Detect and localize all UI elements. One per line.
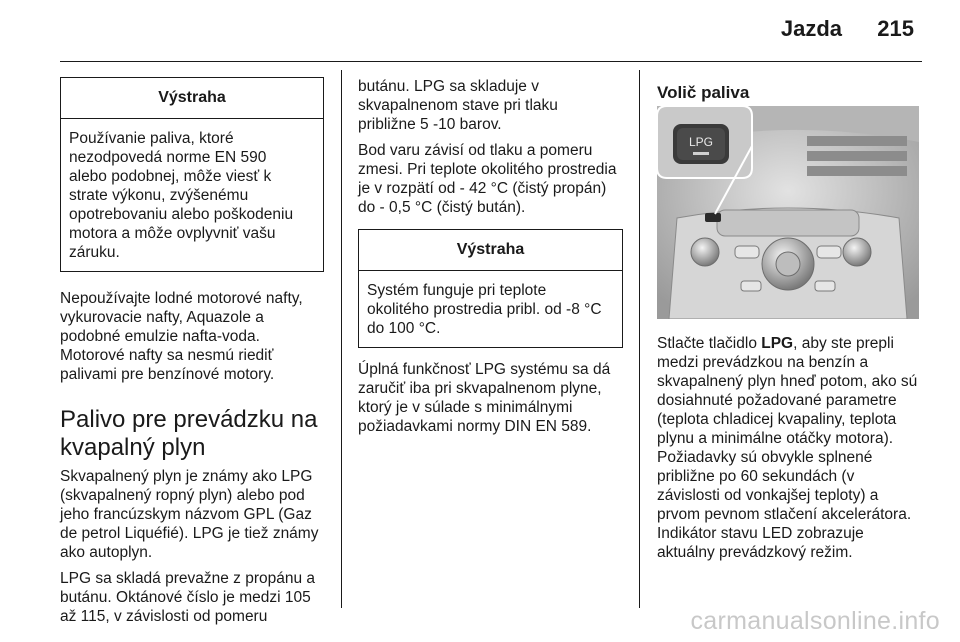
header-rule [60, 61, 922, 62]
paragraph: butánu. LPG sa skladuje v skvapalnenom stave pri tlaku približne 5 -10 barov. [358, 78, 558, 133]
right-column-text [657, 334, 927, 569]
paragraph: Bod varu závisí od tlaku a pomeru zmesi. Pri teplote okolitého prostredia je v rozpätí od - 42 °C (čistý propán) do - 0,5 °C (čistý bután). [358, 142, 617, 216]
subsection-heading: Volič paliva [657, 83, 750, 102]
middle-column [358, 77, 623, 443]
fuel-selector-photo [657, 106, 919, 319]
warning-box [60, 77, 324, 272]
column-divider-right [639, 70, 640, 608]
page-number: 215 [877, 16, 914, 41]
section-title: Jazda [780, 16, 842, 41]
watermark: carmanualsonline.info [690, 607, 940, 635]
paragraph: Nepoužívajte lodné motorové nafty, vykurovacie nafty, Aquazole a podobné emulzie nafta-voda. Motorové nafty sa nesmú riediť palivami pre benzínové motory. [60, 290, 303, 383]
section-heading: Palivo pre prevádzku na kvapalný plyn [60, 406, 318, 461]
warning-text: Používanie paliva, ktoré nezodpovedá norme EN 590 alebo podobnej, môže viesť k strate výkonu, zvýšenému opotrebovaniu alebo poškodeniu motora a môže ovplyvniť vašu záruku. [69, 130, 294, 261]
warning-title: Výstraha [359, 230, 622, 271]
warning-title: Výstraha [61, 78, 323, 119]
warning-text: Systém funguje pri teplote okolitého prostredia pribl. od -8 °C do 100 °C. [367, 282, 602, 337]
paragraph: Úplná funkčnosť LPG systému sa dá zaručiť iba pri skvapalnenom plyne, ktorý je v súlade s minimálnymi požiadavkami normy DIN EN 589. [358, 361, 611, 435]
paragraph: Skvapalnený plyn je známy ako LPG (skvapalnený ropný plyn) alebo pod jeho francúzskym názvom GPL (Gaz de petrol Liquéfié). LPG je tiež známy ako autoplyn. [60, 468, 319, 561]
lpg-term: LPG [761, 335, 794, 352]
paragraph [657, 334, 927, 562]
lpg-button-label: LPG [688, 135, 714, 149]
column-divider-left [341, 70, 342, 608]
warning-box [358, 229, 623, 348]
right-column [657, 77, 923, 102]
paragraph: LPG sa skladá prevažne z propánu a butánu. Oktánové číslo je medzi 105 až 115, v závislosti od pomeru [60, 570, 316, 625]
left-column [60, 77, 324, 633]
paragraph-suffix: , aby ste prepli medzi prevádzkou na benzín a skvapalnený plyn hneď potom, ako sú dosiahnuté požadované parametre (teplota chladicej kvapaliny, teplota plynu a minimálne otáčky motora). Požiadavky sú obvykle splnené približne po 60 sekundách (v závislosti od vonkajšej teploty) a prvom pevnom stlačení akcelerátora. Indikátor stavu LED zobrazuje aktuálny prevádzkový režim. [657, 335, 918, 561]
paragraph-prefix: Stlačte tlačidlo [657, 335, 762, 352]
